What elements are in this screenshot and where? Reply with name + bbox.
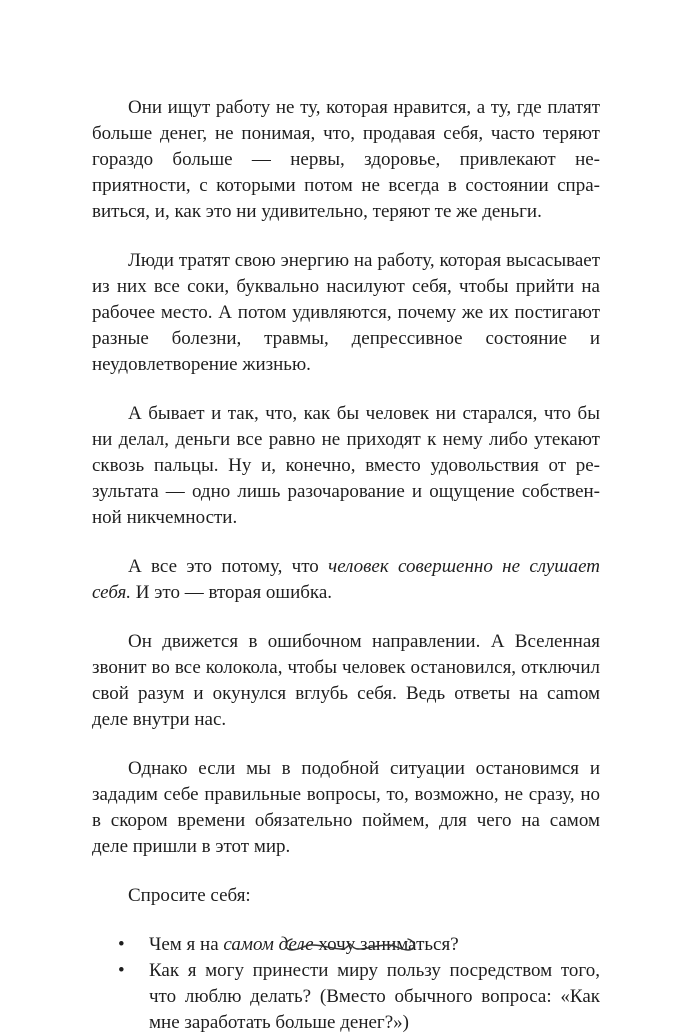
paragraph-4-text: А все это потому, что <box>128 556 329 577</box>
page-body <box>92 95 600 1036</box>
bullet-icon: • <box>118 960 125 981</box>
paragraph-4 <box>92 554 600 606</box>
paragraph-7: Спросите себя: <box>128 885 251 906</box>
flourish-ornament-icon <box>282 933 418 955</box>
list-item <box>92 958 600 1036</box>
list-item-text: Как я могу принести миру пользу посредством того, что люблю делать? (Вместо обычного вопроса: «Как мне заработать больше денег?») <box>149 960 600 1033</box>
paragraph-4-tail: И это — вторая ошибка. <box>131 582 333 603</box>
paragraph-6: Однако если мы в подобной ситуации остановимся и зададим себе правильные вопросы, то, возможно, не сразу, но в скором времени обязательно поймем, для чего на самом деле пришли в этот мир. <box>92 758 600 857</box>
paragraph-1: Они ищут работу не ту, которая нравится, а ту, где платят больше денег, не понимая, что, продавая себя, часто теряют гораздо больше — нервы, здоровье, привлекают неприятности, с которыми потом не всегда в состоянии справиться, и, как это ни удивительно, теряют те же деньги. <box>92 97 600 222</box>
bullet-icon: • <box>118 934 125 955</box>
paragraph-5: Он движется в ошибочном направлении. А Вселенная звонит во все колокола, чтобы человек остановился, отключил свой разум и окунулся вглубь себя. Ведь ответы на саmом деле внутри нас. <box>92 631 600 730</box>
paragraph-4-emphasis: человек совершенно не слушает себя. <box>92 556 600 603</box>
list-item-text: Чем я на <box>149 934 224 955</box>
list-item-tail: хочу заниматься? <box>313 934 459 955</box>
list-item-emphasis: самом деле <box>223 934 314 955</box>
paragraph-2: Люди тратят свою энергию на работу, которая высасывает из них все соки, буквально насилуют себя, чтобы прийти на рабочее место. А потом удивляются, почему же их постигают разные болезни, травмы, депрессивное состояние и неудовлетворение жизнью. <box>92 250 600 375</box>
paragraph-3: А бывает и так, что, как бы человек ни старался, что бы ни делал, деньги все равно не приходят к нему либо утекают сквозь пальцы. Ну и, конечно, вместо удовольствия от результата — одно лишь разочарование и ощущение собственной никчемности. <box>92 403 600 528</box>
